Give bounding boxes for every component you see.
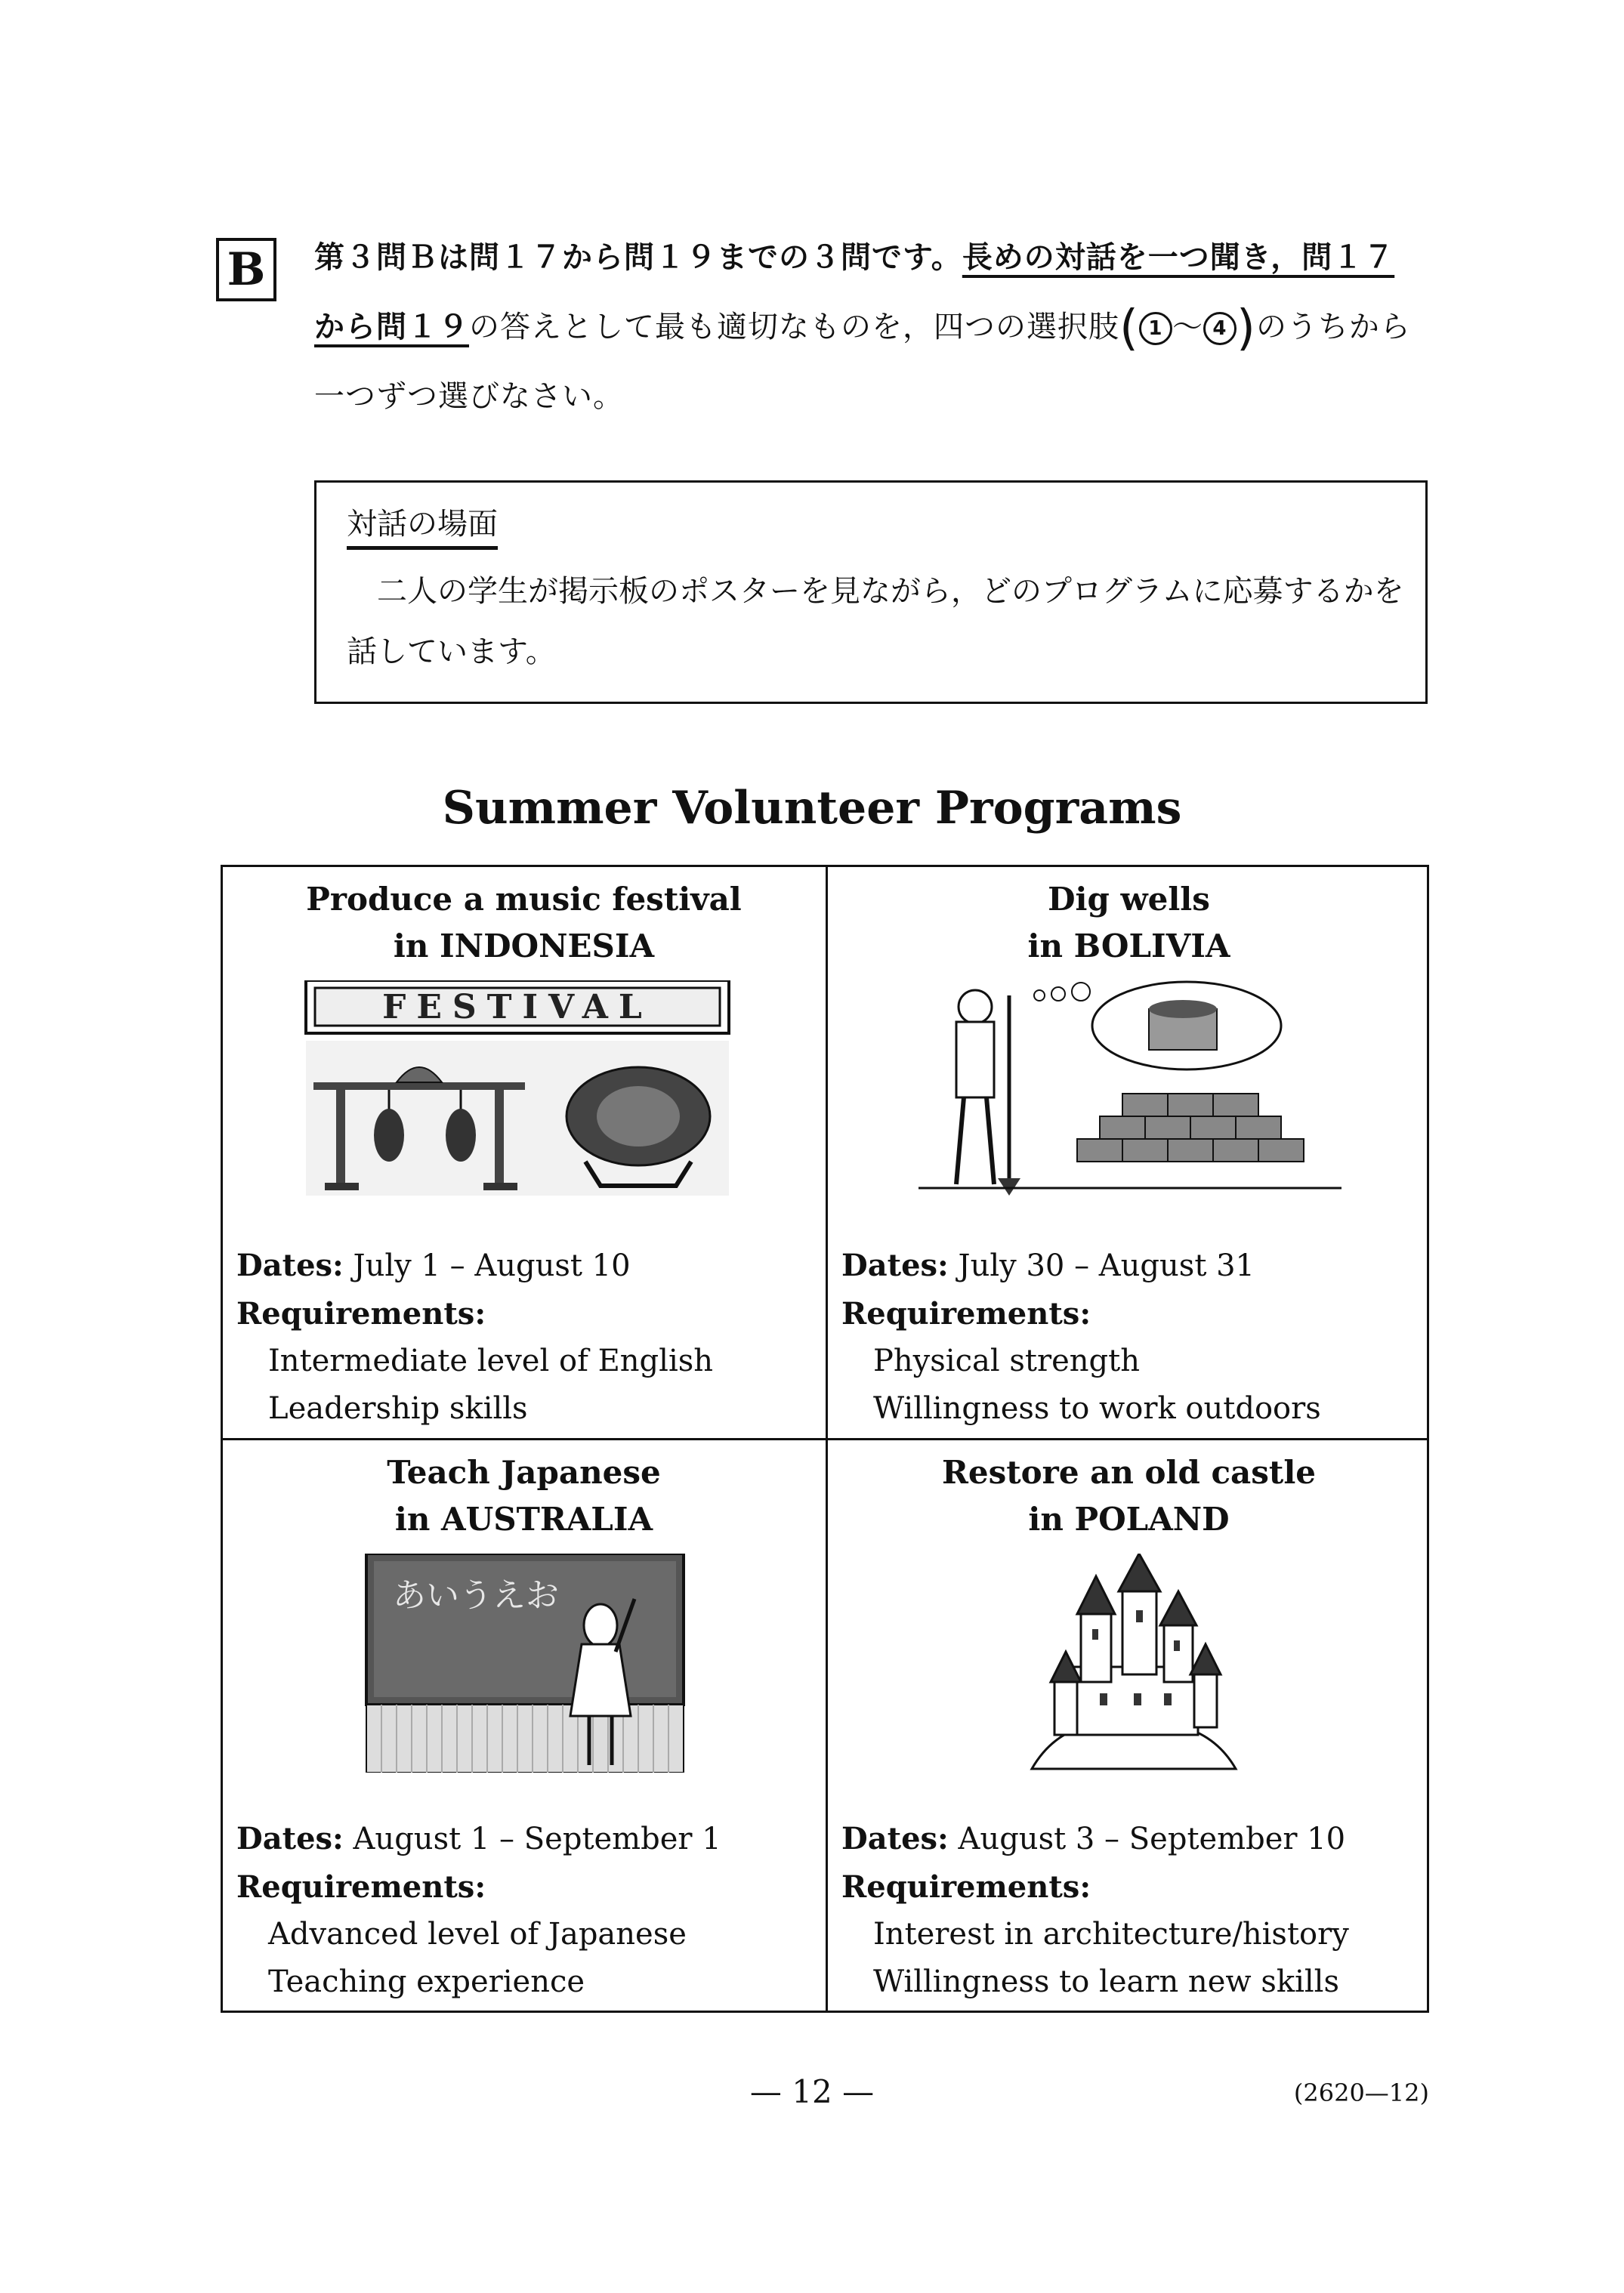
requirements-label: Requirements: <box>236 1296 486 1332</box>
dates-label: Dates: <box>841 1821 949 1856</box>
program-info <box>841 1242 1321 1433</box>
section-label-b: B <box>216 238 276 301</box>
instruction-underlined-text: 長めの対話を一つ聞き，問１７ <box>962 240 1395 275</box>
program-info <box>841 1815 1349 2006</box>
requirement-item: Advanced level of Japanese <box>268 1917 687 1952</box>
instruction-line-1 <box>314 223 1440 292</box>
brick-pile <box>1077 1094 1304 1162</box>
requirement-item: Physical strength <box>873 1344 1140 1378</box>
program-title-line1: Teach Japanese <box>387 1454 661 1491</box>
program-card-australia <box>223 1440 825 2011</box>
requirement-item: Interest in architecture/history <box>873 1917 1349 1952</box>
page-code: (2620—12) <box>1293 2079 1429 2107</box>
page-number: — 12 — <box>749 2073 875 2110</box>
program-title-line1: Dig wells <box>1048 881 1210 918</box>
instructions <box>314 223 1440 431</box>
program-dates: August 3 – September 10 <box>958 1822 1346 1856</box>
wall-panels <box>366 1705 684 1773</box>
program-dates: July 1 – August 10 <box>353 1248 631 1283</box>
program-title-line1: Produce a music festival <box>306 881 742 918</box>
requirement-item: Leadership skills <box>268 1391 528 1426</box>
requirements-label: Requirements: <box>236 1869 486 1905</box>
choice-tilde: ～ <box>1172 310 1203 344</box>
program-title-line2: in BOLIVIA <box>1027 927 1230 964</box>
program-card-bolivia <box>828 867 1430 1438</box>
poster-title: Summer Volunteer Programs <box>442 782 1182 835</box>
castle-towers <box>1051 1554 1221 1735</box>
requirement-item: Teaching experience <box>268 1964 585 1999</box>
instruction-text: のうちから <box>1255 310 1411 344</box>
instruction-line-2: から問１９の答えとして最も適切なものを，四つの選択肢( 1 ～ 4 )のうちから <box>314 301 1411 356</box>
program-card-indonesia <box>223 867 825 1438</box>
chalkboard-text: あいうえお <box>393 1576 559 1615</box>
requirements-label: Requirements: <box>841 1296 1091 1332</box>
program-dates: July 30 – August 31 <box>958 1248 1255 1283</box>
program-title <box>828 1449 1430 1543</box>
festival-sign-text: FESTIVAL <box>382 988 653 1026</box>
instruction-text: の答えとして最も適切なものを，四つの選択肢 <box>469 310 1119 344</box>
dates-label: Dates: <box>236 1248 344 1283</box>
program-info <box>236 1815 721 2006</box>
dates-label: Dates: <box>841 1248 949 1283</box>
scene-title: 対話の場面 <box>347 505 498 550</box>
instruction-text: 第３問Ｂは問１７から問１９までの３問です。 <box>314 240 962 275</box>
program-info <box>236 1242 713 1433</box>
well-digging-illustration <box>903 980 1357 1199</box>
program-title-line1: Restore an old castle <box>942 1454 1316 1491</box>
choice-circle-1: 1 <box>1139 312 1172 345</box>
choice-circle-4: 4 <box>1203 312 1237 345</box>
program-title <box>223 1449 825 1543</box>
requirement-item: Intermediate level of English <box>268 1344 714 1378</box>
program-card-poland <box>828 1440 1430 2011</box>
chalkboard-teacher-illustration <box>298 1554 752 1773</box>
program-title <box>223 876 825 970</box>
program-title-line2: in INDONESIA <box>393 927 655 964</box>
festival-gamelan-illustration <box>298 980 752 1199</box>
program-title-line2: in AUSTRALIA <box>394 1501 653 1538</box>
program-dates: August 1 – September 1 <box>353 1822 721 1856</box>
scene-text: 二人の学生が掲示板のポスターを見ながら，どのプログラムに応募するかを話しています。 <box>347 574 1404 669</box>
dates-label: Dates: <box>236 1821 344 1856</box>
program-title-line2: in POLAND <box>1028 1501 1230 1538</box>
program-title <box>828 876 1430 970</box>
requirement-item: Willingness to learn new skills <box>873 1964 1339 1999</box>
castle-illustration <box>903 1554 1357 1773</box>
instruction-underlined-text: から問１９ <box>314 310 469 344</box>
scene-box <box>314 480 1428 704</box>
program-grid <box>221 865 1429 2013</box>
requirement-item: Willingness to work outdoors <box>873 1391 1321 1426</box>
requirements-label: Requirements: <box>841 1869 1091 1905</box>
instruction-line-3: 一つずつ選びなさい。 <box>314 379 624 414</box>
